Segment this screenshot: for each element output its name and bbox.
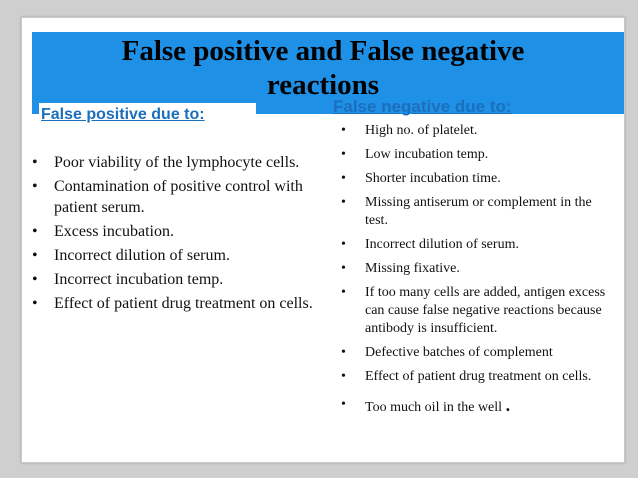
list-item: • Incorrect dilution of serum. — [28, 245, 313, 266]
list-item: • Shorter incubation time. — [332, 170, 617, 188]
list-item: • Incorrect dilution of serum. — [332, 236, 617, 254]
list-item: • Effect of patient drug treatment on cells. — [332, 368, 617, 386]
list-item: • If too many cells are added, antigen excess can cause false negative reactions because antibody is insufficient. — [332, 284, 617, 338]
list-item: • Defective batches of complement — [332, 344, 617, 362]
list-item-period: . — [505, 395, 511, 415]
list-item: • Incorrect incubation temp. — [28, 269, 313, 290]
list-item: • High no. of platelet. — [332, 122, 617, 140]
list-item: • Effect of patient drug treatment on cells. — [28, 293, 313, 314]
slide-title: False positive and False negative reactions — [121, 35, 525, 101]
list-item: • Missing antiserum or complement in the test. — [332, 194, 617, 230]
list-item: • Poor viability of the lymphocyte cells. — [28, 152, 313, 173]
false-positive-list — [28, 152, 313, 317]
list-item-text: Too much oil in the well — [365, 400, 503, 415]
slide — [21, 17, 625, 463]
list-item: • Contamination of positive control with patient serum. — [28, 176, 313, 218]
false-negative-heading: False negative due to: — [333, 97, 512, 116]
list-item: • Missing fixative. — [332, 260, 617, 278]
false-negative-list — [332, 122, 617, 423]
list-item-last — [332, 396, 617, 417]
list-item: • Low incubation temp. — [332, 146, 617, 164]
list-item: • Excess incubation. — [28, 221, 313, 242]
false-positive-heading: False positive due to: — [39, 103, 256, 127]
